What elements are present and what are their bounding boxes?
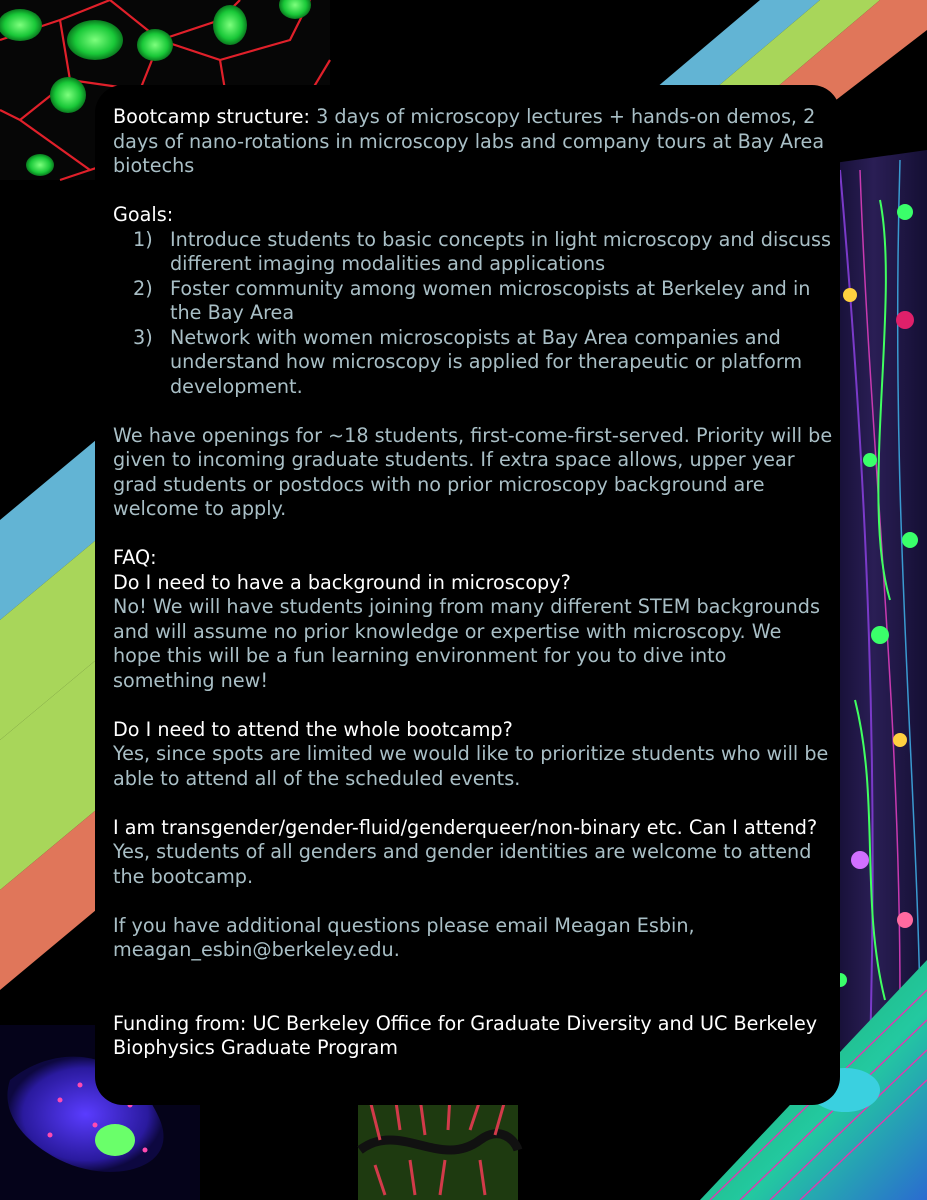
- openings-paragraph: We have openings for ~18 students, first-come-first-served. Priority will be given to incoming graduate students. If extra space allows, upper year grad students or postdocs with no prior microscopy background are welcome to apply.: [113, 423, 833, 520]
- goal-item: [113, 277, 833, 326]
- goal-item: [113, 326, 833, 400]
- structure-text: 3 days of microscopy lectures + hands-on demos, 2 days of nano-rotations in microscopy labs and company tours at Bay Area biotechs: [113, 105, 825, 177]
- goals-list: [113, 228, 833, 400]
- funding-statement: Funding from: UC Berkeley Office for Graduate Diversity and UC Berkeley Biophysics Graduate Program: [113, 1011, 818, 1059]
- goal-number: 3): [133, 325, 153, 349]
- goal-item: [113, 228, 833, 277]
- goal-text: Network with women microscopists at Bay Area companies and understand how microscopy is applied for therapeutic or platform development.: [170, 325, 803, 398]
- goal-number: 1): [133, 227, 153, 251]
- goal-number: 2): [133, 276, 153, 300]
- goal-text: Introduce students to basic concepts in light microscopy and discuss different imaging modalities and applications: [170, 227, 831, 275]
- faq-heading: FAQ:: [113, 546, 157, 569]
- flyer-content: [113, 105, 833, 1061]
- faq-answer: No! We will have students joining from many different STEM backgrounds and will assume no prior knowledge or expertise with microscopy. We hope this will be a fun learning environment for you to dive into something new!: [113, 595, 820, 692]
- goals-heading: Goals:: [113, 203, 174, 226]
- faq-question: I am transgender/gender-fluid/genderqueer/non-binary etc. Can I attend?: [113, 815, 818, 839]
- faq-answer: Yes, students of all genders and gender identities are welcome to attend the bootcamp.: [113, 840, 812, 888]
- goal-text: Foster community among women microscopists at Berkeley and in the Bay Area: [170, 276, 811, 324]
- structure-label: Bootcamp structure:: [113, 105, 310, 128]
- faq-answer: Yes, since spots are limited we would like to prioritize students who will be able to attend all of the scheduled events.: [113, 742, 829, 790]
- contact-paragraph: If you have additional questions please email Meagan Esbin, meagan_esbin@berkeley.edu.: [113, 913, 695, 961]
- faq-question: Do I need to attend the whole bootcamp?: [113, 717, 513, 741]
- structure-section: [113, 105, 833, 179]
- faq-question: Do I need to have a background in microscopy?: [113, 570, 571, 594]
